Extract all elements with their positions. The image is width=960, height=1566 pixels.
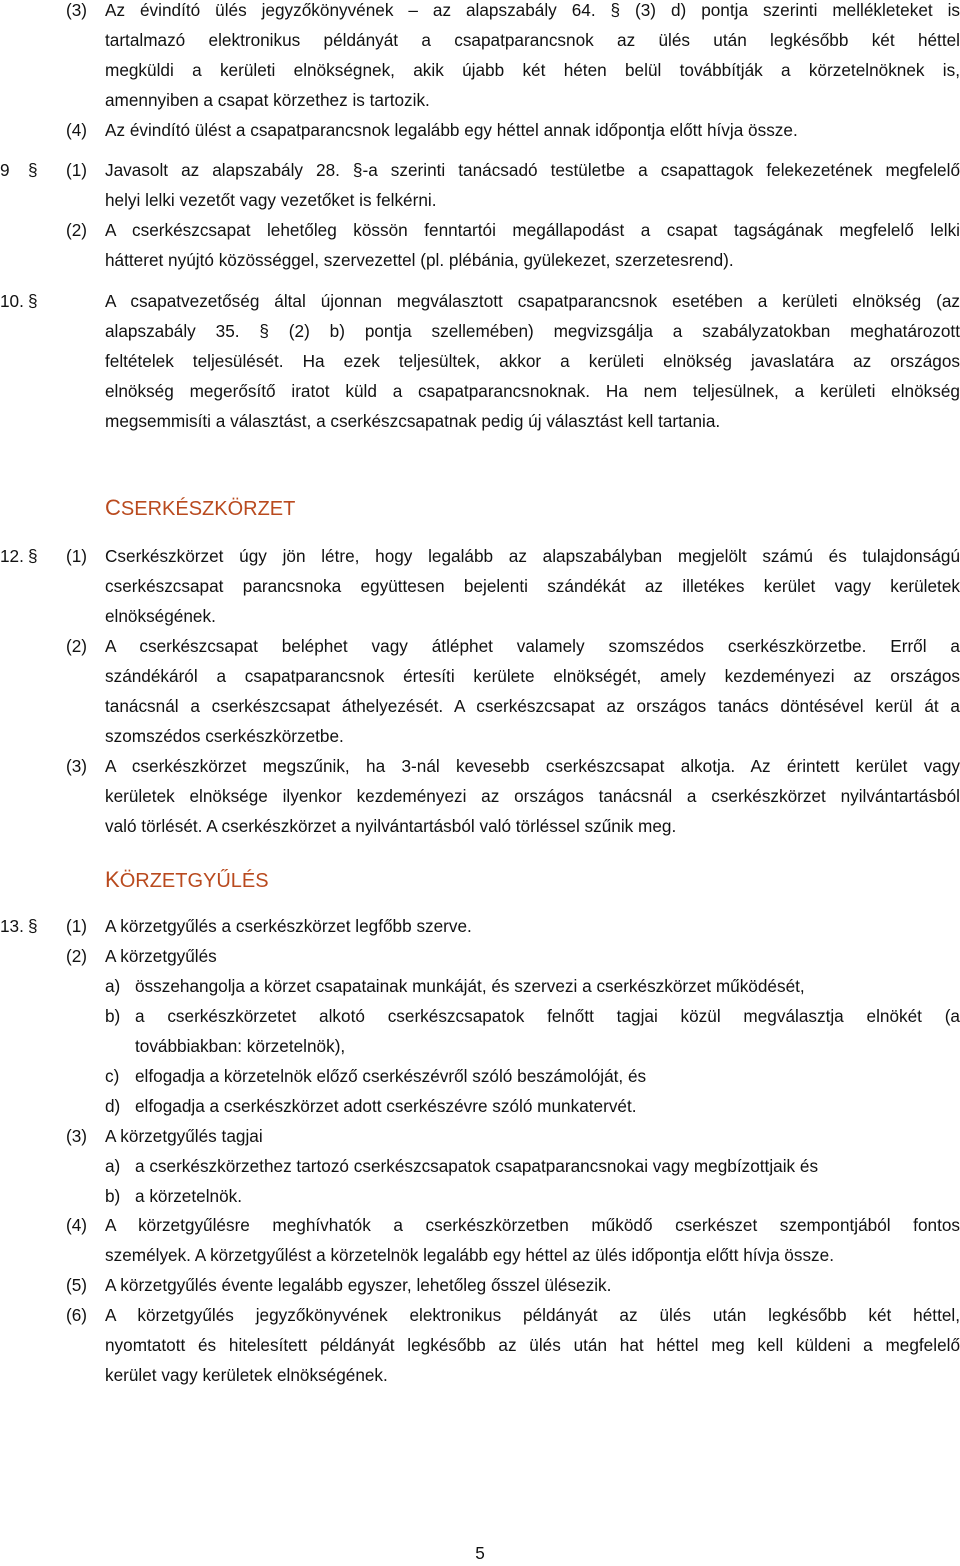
paragraph-text: elnökségének. (105, 606, 216, 626)
paragraph-text: személyek. A körzetgyűlést a körzetelnök legalább egy héttel az ülés időpontja előtt hívja össze. (105, 1245, 834, 1265)
page-number: 5 (475, 1543, 485, 1563)
paragraph-text: A körzetgyűlés a cserkészkörzet legfőbb szerve. (105, 916, 472, 936)
paragraph-line (0, 1300, 960, 1330)
paragraph-text: Javasolt az alapszabály 28. §-a szerinti tanácsadó testületbe a csapattagok felekezetének megfelelő (105, 160, 960, 180)
list-item (0, 971, 960, 1001)
paragraph-text: A cserkészcsapat lehetőleg kössön fenntartói megállapodást a csapat tagságának megfelelő lelki (105, 220, 960, 240)
paragraph-text: A körzetgyűlés tagjai (105, 1126, 263, 1146)
paragraph-line (0, 631, 960, 661)
section-sign: § (28, 916, 38, 936)
paragraph-text: A körzetgyűlés (105, 946, 217, 966)
paragraph-line (0, 1121, 960, 1151)
paragraph-line (0, 1210, 960, 1240)
paragraph-line (0, 376, 960, 406)
paragraph-text: való törlését. A cserkészkörzet a nyilvántartásból való törléssel szűnik meg. (105, 816, 677, 836)
list-item-label: d) (105, 1096, 121, 1116)
section-number: 13. (0, 916, 24, 936)
section-13-line (0, 911, 960, 941)
paragraph-line (0, 661, 960, 691)
paragraph-number: (4) (66, 120, 88, 140)
paragraph-line (0, 601, 960, 631)
paragraph-number: (4) (66, 1215, 88, 1235)
list-item-text: összehangolja a körzet csapatainak munkáját, és szervezi a cserkészkörzet működését, (135, 976, 805, 996)
section-sign: § (28, 291, 38, 311)
paragraph-line (0, 691, 960, 721)
paragraph-number: (2) (66, 636, 88, 656)
list-item-label: c) (105, 1066, 120, 1086)
paragraph-number: (2) (66, 946, 88, 966)
paragraph-text: kerület vagy kerületek elnökségének. (105, 1365, 388, 1385)
paragraph-text: tanácsnál a cserkészcsapat áthelyezését. A cserkészcsapat az országos tanács döntésével kerül át a (105, 696, 960, 716)
paragraph-line (0, 1330, 960, 1360)
paragraph-number: (3) (66, 1126, 88, 1146)
list-item-text: továbbiakban: körzetelnök), (135, 1036, 346, 1056)
paragraph-line (0, 406, 960, 436)
section-12-line (0, 541, 960, 571)
list-item-label: a) (105, 1156, 121, 1176)
paragraph-text: A cserkészcsapat beléphet vagy átléphet valamely szomszédos cserkészkörzetbe. Erről a (105, 636, 960, 656)
paragraph-line (0, 245, 960, 275)
heading-initial: K (105, 867, 120, 892)
paragraph-number: (5) (66, 1275, 88, 1295)
section-number: 12. (0, 546, 24, 566)
paragraph-number: (1) (66, 546, 88, 566)
section-sign: § (28, 546, 38, 566)
paragraph-text: szomszédos cserkészkörzetbe. (105, 726, 344, 746)
heading-initial: C (105, 495, 121, 520)
paragraph-text: alapszabály 35. § (2) b) pontja szellemében) megvizsgálja a szabályzatokban meghatározott (105, 321, 960, 341)
paragraph-line (0, 0, 960, 25)
list-item-text: a cserkészkörzetet alkotó cserkészcsapatok felnőtt tagjai közül megválasztja elnökét (a (135, 1006, 960, 1026)
section-heading (105, 491, 295, 525)
paragraph-number: (1) (66, 916, 88, 936)
paragraph-number: (1) (66, 160, 88, 180)
paragraph-text: megsemmisíti a választást, a cserkészcsapatnak pedig új választást kell tartania. (105, 411, 721, 431)
list-item (0, 1181, 960, 1211)
paragraph-text: A körzetgyűlés évente legalább egyszer, lehetőleg ősszel ülésezik. (105, 1275, 612, 1295)
list-item-label: a) (105, 976, 121, 996)
list-item-text: a körzetelnök. (135, 1186, 243, 1206)
paragraph-line (0, 1270, 960, 1300)
paragraph-line (0, 185, 960, 215)
paragraph-line (0, 346, 960, 376)
paragraph-text: szándékáról a csapatparancsnok értesíti kerülete elnökségét, amely kezdeményezi az országos (105, 666, 960, 686)
paragraph-line (0, 316, 960, 346)
paragraph-text: helyi lelki vezetőt vagy vezetőket is felkérni. (105, 190, 437, 210)
list-item-label: b) (105, 1186, 121, 1206)
paragraph-text: Cserkészkörzet úgy jön létre, hogy legalább az alapszabályban megjelölt számú és tulajdonságú (105, 546, 960, 566)
paragraph-line (0, 751, 960, 781)
paragraph-text: megküldi a kerületi elnökségnek, akik újabb két héten belül továbbítják a körzetelnöknek is, (105, 60, 960, 80)
paragraph-number: (3) (66, 756, 88, 776)
list-item (0, 1151, 960, 1181)
paragraph-text: hátteret nyújtó közösséggel, szervezettel (pl. plébánia, gyülekezet, szerzetesrend). (105, 250, 734, 270)
paragraph-text: cserkészcsapat parancsnoka együttesen bejelenti szándékát az illetékes kerület vagy kerületek (105, 576, 960, 596)
list-item-label: b) (105, 1006, 121, 1026)
list-item-line (0, 1031, 960, 1061)
list-item (0, 1001, 960, 1031)
list-item-text: elfogadja a körzetelnök előző cserkészévről szóló beszámolóját, és (135, 1066, 647, 1086)
paragraph-number: (2) (66, 220, 88, 240)
paragraph-line (0, 721, 960, 751)
paragraph-text: nyomtatott és hitelesített példányát legkésőbb az ülés után hat héttel meg kell küldeni a megfelelő (105, 1335, 960, 1355)
heading-rest: ÖRZETGYŰLÉS (119, 870, 269, 892)
paragraph-line (0, 215, 960, 245)
paragraph-line (0, 85, 960, 115)
paragraph-number: (3) (66, 0, 88, 20)
paragraph-text: amennyiben a csapat körzethez is tartozik. (105, 90, 430, 110)
section-heading (105, 863, 269, 897)
paragraph-text: Az évindító ülést a csapatparancsnok legalább egy héttel annak időpontja előtt hívja össze. (105, 120, 798, 140)
section-10-line (0, 286, 960, 316)
paragraph-line (0, 55, 960, 85)
heading-rest: SERKÉSZKÖRZET (120, 498, 296, 520)
list-item (0, 1061, 960, 1091)
paragraph-text: A csapatvezetőség által újonnan megválasztott csapatparancsnok esetében a kerületi elnökség (az (105, 291, 960, 311)
paragraph-line (0, 941, 960, 971)
paragraph-text: A körzetgyűlés jegyzőkönyvének elektronikus példányát az ülés után legkésőbb két héttel, (105, 1305, 960, 1325)
section-sign: § (28, 160, 38, 180)
paragraph-line (0, 1240, 960, 1270)
section-number: 9 (0, 160, 10, 180)
paragraph-line (0, 811, 960, 841)
paragraph-text: A cserkészkörzet megszűnik, ha 3-nál kevesebb cserkészcsapat alkotja. Az érintett kerület vagy (105, 756, 960, 776)
section-9-line (0, 155, 960, 185)
paragraph-text: kerületek elnöksége ilyenkor kezdeményezi az országos tanácsnál a cserkészkörzet nyilvántartásból (105, 786, 960, 806)
paragraph-line (0, 25, 960, 55)
list-item-text: a cserkészkörzethez tartozó cserkészcsapatok csapatparancsnokai vagy megbízottjaik és (135, 1156, 819, 1176)
section-number: 10. (0, 291, 24, 311)
paragraph-text: tartalmazó elektronikus példányát a csapatparancsnok az ülés után legkésőbb két héttel (105, 30, 960, 50)
list-item-text: elfogadja a cserkészkörzet adott cserkészévre szóló munkatervét. (135, 1096, 637, 1116)
paragraph-text: feltételek teljesülését. Ha ezek teljesültek, akkor a kerületi elnökség javaslatára az országos (105, 351, 960, 371)
paragraph-line (0, 571, 960, 601)
paragraph-text: elnökség megerősítő iratot küld a csapatparancsnoknak. Ha nem teljesülnek, a kerületi elnökség (105, 381, 960, 401)
paragraph-text: Az évindító ülés jegyzőkönyvének – az alapszabály 64. § (3) d) pontja szerinti mellékleteket is (105, 0, 960, 20)
paragraph-line (0, 115, 960, 145)
paragraph-line (0, 1360, 960, 1390)
paragraph-line (0, 781, 960, 811)
paragraph-text: A körzetgyűlésre meghívhatók a cserkészkörzetben működő cserkészet szempontjából fontos (105, 1215, 960, 1235)
paragraph-number: (6) (66, 1305, 88, 1325)
list-item (0, 1091, 960, 1121)
